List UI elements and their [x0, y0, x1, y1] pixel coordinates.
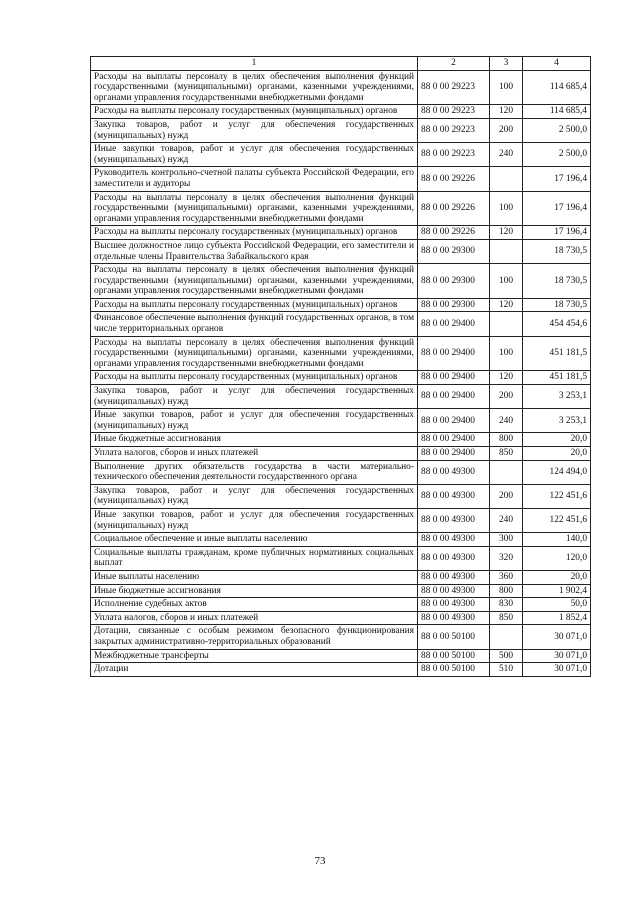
- cell-code: 88 0 00 49300: [418, 598, 490, 612]
- cell-code: 88 0 00 29226: [418, 226, 490, 240]
- table-row: [91, 508, 591, 532]
- page-number: 73: [314, 855, 326, 867]
- cell-vr: 200: [490, 118, 523, 142]
- table-row: [91, 226, 591, 240]
- table-row: [91, 433, 591, 447]
- cell-sum: 1 902,4: [523, 584, 591, 598]
- cell-name: Иные закупки товаров, работ и услуг для обеспечения государственных (муниципальных) нужд: [91, 143, 418, 167]
- cell-code: 88 0 00 29300: [418, 239, 490, 263]
- cell-vr: [490, 167, 523, 191]
- table-row: [91, 312, 591, 336]
- cell-name: Иные закупки товаров, работ и услуг для обеспечения государственных (муниципальных) нужд: [91, 409, 418, 433]
- cell-vr: 850: [490, 447, 523, 461]
- cell-vr: 510: [490, 663, 523, 677]
- cell-name: Иные бюджетные ассигнования: [91, 584, 418, 598]
- cell-sum: 50,0: [523, 598, 591, 612]
- cell-sum: 3 253,1: [523, 385, 591, 409]
- cell-code: 88 0 00 29400: [418, 312, 490, 336]
- table-row: [91, 611, 591, 625]
- cell-vr: [490, 460, 523, 484]
- table-row: [91, 118, 591, 142]
- cell-code: 88 0 00 29223: [418, 105, 490, 119]
- cell-sum: 1 852,4: [523, 611, 591, 625]
- table-row: [91, 484, 591, 508]
- cell-vr: [490, 625, 523, 649]
- cell-name: Закупка товаров, работ и услуг для обеспечения государственных (муниципальных) нужд: [91, 118, 418, 142]
- cell-vr: 120: [490, 298, 523, 312]
- cell-name: Социальное обеспечение и иные выплаты населению: [91, 533, 418, 547]
- cell-name: Расходы на выплаты персоналу в целях обеспечения выполнения функций государственными (муниципальными) органами, казенными учреждениями, органами управления государственными внебюджетными фондами: [91, 191, 418, 226]
- table-row: [91, 336, 591, 371]
- cell-name: Уплата налогов, сборов и иных платежей: [91, 447, 418, 461]
- cell-name: Расходы на выплаты персоналу государственных (муниципальных) органов: [91, 298, 418, 312]
- cell-sum: 454 454,6: [523, 312, 591, 336]
- budget-table-container: [90, 56, 590, 677]
- cell-name: Иные закупки товаров, работ и услуг для обеспечения государственных (муниципальных) нужд: [91, 508, 418, 532]
- cell-code: 88 0 00 29400: [418, 433, 490, 447]
- cell-sum: 122 451,6: [523, 484, 591, 508]
- cell-code: 88 0 00 49300: [418, 533, 490, 547]
- cell-vr: 800: [490, 433, 523, 447]
- cell-name: Закупка товаров, работ и услуг для обеспечения государственных (муниципальных) нужд: [91, 484, 418, 508]
- cell-vr: 320: [490, 546, 523, 570]
- cell-sum: 30 071,0: [523, 649, 591, 663]
- table-row: [91, 167, 591, 191]
- cell-name: Финансовое обеспечение выполнения функций государственных органов, в том числе территориальных органов: [91, 312, 418, 336]
- cell-sum: 2 500,0: [523, 118, 591, 142]
- cell-vr: 200: [490, 385, 523, 409]
- cell-name: Уплата налогов, сборов и иных платежей: [91, 611, 418, 625]
- cell-name: Руководитель контрольно-счетной палаты субъекта Российской Федерации, его заместители и аудиторы: [91, 167, 418, 191]
- cell-code: 88 0 00 49300: [418, 611, 490, 625]
- cell-sum: 17 196,4: [523, 226, 591, 240]
- cell-sum: 30 071,0: [523, 663, 591, 677]
- cell-sum: 18 730,5: [523, 298, 591, 312]
- budget-table: [90, 56, 591, 677]
- table-row: [91, 409, 591, 433]
- cell-sum: 451 181,5: [523, 371, 591, 385]
- cell-sum: 124 494,0: [523, 460, 591, 484]
- table-row: [91, 533, 591, 547]
- cell-vr: 120: [490, 105, 523, 119]
- column-header-name: 1: [91, 57, 418, 71]
- cell-sum: 20,0: [523, 570, 591, 584]
- cell-vr: 800: [490, 584, 523, 598]
- cell-vr: 100: [490, 336, 523, 371]
- table-row: [91, 460, 591, 484]
- cell-code: 88 0 00 50100: [418, 649, 490, 663]
- table-row: [91, 239, 591, 263]
- cell-name: Иные бюджетные ассигнования: [91, 433, 418, 447]
- cell-sum: 122 451,6: [523, 508, 591, 532]
- table-row: [91, 649, 591, 663]
- cell-sum: 17 196,4: [523, 191, 591, 226]
- cell-sum: 20,0: [523, 433, 591, 447]
- cell-sum: 17 196,4: [523, 167, 591, 191]
- table-header-row: [91, 57, 591, 71]
- table-row: [91, 663, 591, 677]
- cell-code: 88 0 00 29400: [418, 447, 490, 461]
- table-row: [91, 598, 591, 612]
- cell-sum: 30 071,0: [523, 625, 591, 649]
- cell-name: Расходы на выплаты персоналу государственных (муниципальных) органов: [91, 371, 418, 385]
- cell-vr: 100: [490, 70, 523, 105]
- cell-code: 88 0 00 29223: [418, 118, 490, 142]
- cell-code: 88 0 00 29300: [418, 264, 490, 299]
- cell-name: Расходы на выплаты персоналу в целях обеспечения выполнения функций государственными (муниципальными) органами, казенными учреждениями, органами управления государственными внебюджетными фондами: [91, 264, 418, 299]
- table-row: [91, 546, 591, 570]
- cell-sum: 2 500,0: [523, 143, 591, 167]
- cell-code: 88 0 00 29226: [418, 191, 490, 226]
- cell-vr: 120: [490, 371, 523, 385]
- cell-vr: 100: [490, 264, 523, 299]
- table-row: [91, 625, 591, 649]
- cell-name: Социальные выплаты гражданам, кроме публичных нормативных социальных выплат: [91, 546, 418, 570]
- table-row: [91, 298, 591, 312]
- cell-name: Дотации, связанные с особым режимом безопасного функционирования закрытых административно-территориальных образований: [91, 625, 418, 649]
- table-row: [91, 385, 591, 409]
- cell-name: Закупка товаров, работ и услуг для обеспечения государственных (муниципальных) нужд: [91, 385, 418, 409]
- cell-vr: 300: [490, 533, 523, 547]
- cell-name: Исполнение судебных актов: [91, 598, 418, 612]
- table-row: [91, 371, 591, 385]
- cell-code: 88 0 00 29400: [418, 336, 490, 371]
- table-row: [91, 191, 591, 226]
- cell-code: 88 0 00 29300: [418, 298, 490, 312]
- cell-name: Иные выплаты населению: [91, 570, 418, 584]
- cell-code: 88 0 00 49300: [418, 460, 490, 484]
- cell-code: 88 0 00 29400: [418, 385, 490, 409]
- cell-code: 88 0 00 29223: [418, 143, 490, 167]
- cell-code: 88 0 00 49300: [418, 546, 490, 570]
- cell-name: Расходы на выплаты персоналу в целях обеспечения выполнения функций государственными (муниципальными) органами, казенными учреждениями, органами управления государственными внебюджетными фондами: [91, 70, 418, 105]
- cell-name: Дотации: [91, 663, 418, 677]
- cell-sum: 114 685,4: [523, 70, 591, 105]
- cell-name: Расходы на выплаты персоналу государственных (муниципальных) органов: [91, 226, 418, 240]
- cell-vr: 200: [490, 484, 523, 508]
- table-row: [91, 105, 591, 119]
- cell-code: 88 0 00 49300: [418, 508, 490, 532]
- cell-code: 88 0 00 29400: [418, 409, 490, 433]
- cell-vr: 100: [490, 191, 523, 226]
- column-header-vr: 3: [490, 57, 523, 71]
- cell-code: 88 0 00 49300: [418, 570, 490, 584]
- table-row: [91, 264, 591, 299]
- cell-vr: 500: [490, 649, 523, 663]
- cell-code: 88 0 00 29223: [418, 70, 490, 105]
- cell-vr: [490, 312, 523, 336]
- cell-vr: 360: [490, 570, 523, 584]
- cell-sum: 140,0: [523, 533, 591, 547]
- cell-vr: 240: [490, 508, 523, 532]
- cell-name: Межбюджетные трансферты: [91, 649, 418, 663]
- cell-vr: 240: [490, 143, 523, 167]
- table-row: [91, 584, 591, 598]
- cell-code: 88 0 00 50100: [418, 663, 490, 677]
- cell-sum: 120,0: [523, 546, 591, 570]
- cell-vr: 850: [490, 611, 523, 625]
- cell-code: 88 0 00 50100: [418, 625, 490, 649]
- table-row: [91, 570, 591, 584]
- cell-sum: 18 730,5: [523, 239, 591, 263]
- table-row: [91, 447, 591, 461]
- cell-sum: 20,0: [523, 447, 591, 461]
- column-header-sum: 4: [523, 57, 591, 71]
- table-row: [91, 143, 591, 167]
- cell-vr: 830: [490, 598, 523, 612]
- cell-vr: 120: [490, 226, 523, 240]
- cell-name: Расходы на выплаты персоналу в целях обеспечения выполнения функций государственными (муниципальными) органами, казенными учреждениями, органами управления государственными внебюджетными фондами: [91, 336, 418, 371]
- cell-code: 88 0 00 49300: [418, 584, 490, 598]
- cell-name: Высшее должностное лицо субъекта Российской Федерации, его заместители и отдельные члены Правительства Забайкальского края: [91, 239, 418, 263]
- column-header-code: 2: [418, 57, 490, 71]
- cell-vr: [490, 239, 523, 263]
- cell-name: Выполнение других обязательств государства в части материально-технического обеспечения деятельности государственного органа: [91, 460, 418, 484]
- cell-sum: 3 253,1: [523, 409, 591, 433]
- cell-vr: 240: [490, 409, 523, 433]
- cell-sum: 114 685,4: [523, 105, 591, 119]
- cell-code: 88 0 00 49300: [418, 484, 490, 508]
- cell-sum: 18 730,5: [523, 264, 591, 299]
- table-row: [91, 70, 591, 105]
- cell-name: Расходы на выплаты персоналу государственных (муниципальных) органов: [91, 105, 418, 119]
- cell-code: 88 0 00 29226: [418, 167, 490, 191]
- cell-sum: 451 181,5: [523, 336, 591, 371]
- cell-code: 88 0 00 29400: [418, 371, 490, 385]
